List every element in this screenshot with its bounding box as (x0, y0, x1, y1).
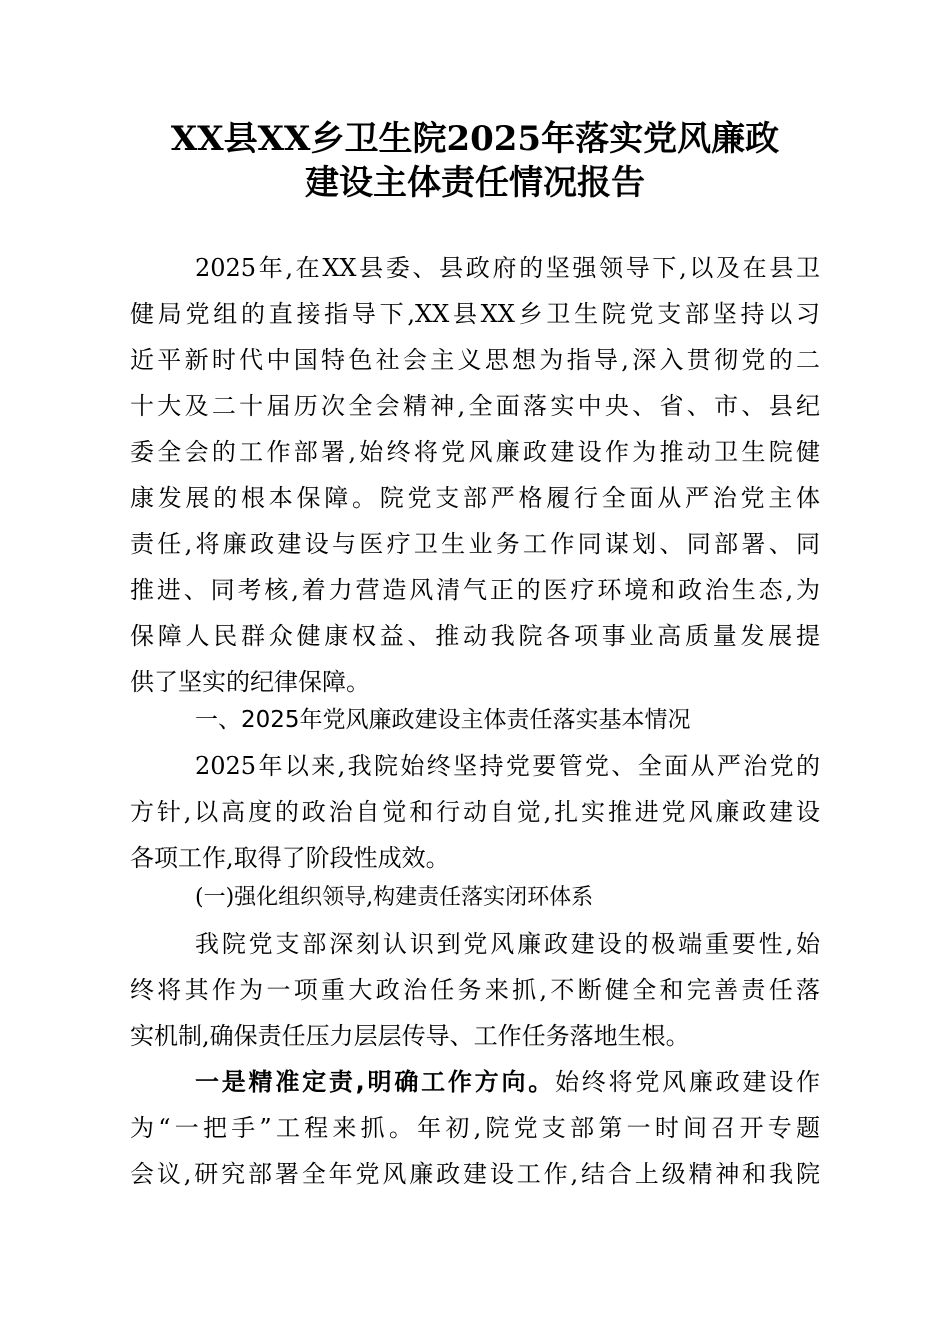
paragraph-1-line-9: 保障人民群众健康权益、推动我院各项事业高质量发展提 (130, 622, 820, 650)
paragraph-4-bold-lead: 一是精准定责,明确工作方向。 (195, 1068, 555, 1096)
paragraph-1-line-2: 健局党组的直接指导下,XX县XX乡卫生院党支部坚持以习 (130, 300, 820, 328)
paragraph-1-line-3: 近平新时代中国特色社会主义思想为指导,深入贯彻党的二 (130, 346, 820, 374)
paragraph-1-line-1: 2025年,在XX县委、县政府的坚强领导下,以及在县卫 (195, 254, 820, 282)
subsection-heading-1: (一)强化组织领导,构建责任落实闭环体系 (195, 885, 594, 910)
paragraph-3-line-3: 实机制,确保责任压力层层传导、工作任务落地生根。 (130, 1022, 690, 1050)
paragraph-2-line-2: 方针,以高度的政治自觉和行动自觉,扎实推进党风廉政建设 (130, 798, 820, 826)
paragraph-4-line-2: 为“一把手”工程来抓。年初,院党支部第一时间召开专题 (130, 1114, 820, 1142)
paragraph-2-line-1: 2025年以来,我院始终坚持党要管党、全面从严治党的 (195, 752, 820, 780)
paragraph-4-line-3: 会议,研究部署全年党风廉政建设工作,结合上级精神和我院 (130, 1160, 820, 1188)
paragraph-1-line-7: 责任,将廉政建设与医疗卫生业务工作同谋划、同部署、同 (130, 530, 820, 558)
section-heading-1: 一、2025年党风廉政建设主体责任落实基本情况 (195, 707, 691, 733)
paragraph-4-line-1-rest: 始终将党风廉政建设作 (555, 1068, 820, 1096)
paragraph-1-line-8: 推进、同考核,着力营造风清气正的医疗环境和政治生态,为 (130, 576, 820, 604)
paragraph-4-line-1 (195, 1059, 820, 1105)
document-title-line-2: 建设主体责任情况报告 (305, 163, 645, 203)
paragraph-1-line-10: 供了坚实的纪律保障。 (130, 668, 370, 696)
paragraph-1-line-5: 委全会的工作部署,始终将党风廉政建设作为推动卫生院健 (130, 438, 820, 466)
document-title-line-1: XX县XX乡卫生院2025年落实党风廉政 (170, 119, 780, 159)
paragraph-1-line-6: 康发展的根本保障。院党支部严格履行全面从严治党主体 (130, 484, 820, 512)
paragraph-1-line-4: 十大及二十届历次全会精神,全面落实中央、省、市、县纪 (130, 392, 820, 420)
paragraph-2-line-3: 各项工作,取得了阶段性成效。 (130, 844, 450, 872)
paragraph-3-line-1: 我院党支部深刻认识到党风廉政建设的极端重要性,始 (195, 930, 820, 958)
paragraph-3-line-2: 终将其作为一项重大政治任务来抓,不断健全和完善责任落 (130, 976, 820, 1004)
